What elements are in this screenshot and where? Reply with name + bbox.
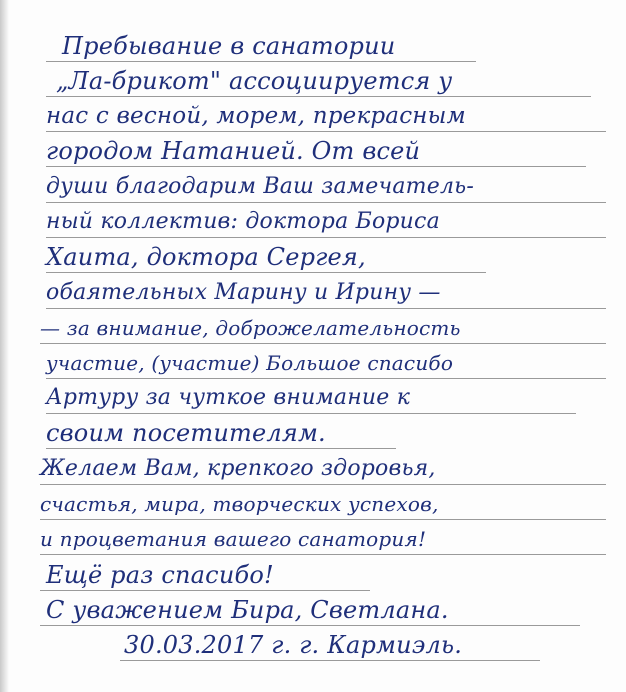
ruled-line	[46, 96, 591, 97]
ruled-line	[46, 272, 486, 273]
letter-line: нас с весной, морем, прекрасным	[46, 103, 466, 129]
letter-line: души благодарим Ваш замечатель-	[46, 174, 474, 199]
letter-line: участие, (участие) Большое спасибо	[46, 351, 454, 375]
ruled-line	[40, 590, 370, 591]
ruled-line	[46, 61, 476, 62]
ruled-line	[40, 625, 580, 626]
letter-line: ный коллектив: доктора Бориса	[46, 209, 440, 234]
date-place-line: 30.03.2017 г. г. Кармиэль.	[124, 631, 463, 659]
signature-line: С уважением Бира, Светлана.	[46, 596, 449, 624]
ruled-line	[46, 413, 576, 414]
letter-line: Артуру за чуткое внимание к	[46, 385, 411, 410]
letter-line: обаятельных Марину и Ирину —	[46, 280, 441, 305]
ruled-line	[40, 484, 606, 485]
letter-line: Желаем Вам, крепкого здоровья,	[40, 456, 436, 481]
letter-line: Ещё раз спасибо!	[46, 561, 274, 589]
ruled-line	[46, 202, 606, 203]
scan-edge-shadow	[0, 0, 9, 692]
letter-line: своим посетителям.	[46, 419, 326, 447]
letter-line: Пребывание в санатории	[62, 32, 396, 60]
ruled-line	[46, 166, 586, 167]
ruled-line	[46, 131, 606, 132]
ruled-line	[40, 343, 606, 344]
letter-line: городом Натанией. От всей	[46, 137, 421, 165]
letter-line: и процветания вашего санатория!	[40, 527, 427, 551]
ruled-line	[40, 554, 606, 555]
ruled-line	[46, 308, 606, 309]
letter-line: „Ла-брикот" ассоциируется у	[56, 67, 453, 95]
ruled-line	[120, 660, 540, 661]
ruled-line	[40, 519, 606, 520]
ruled-line	[46, 237, 606, 238]
ruled-line	[46, 448, 396, 449]
ruled-line	[46, 378, 606, 379]
letter-line: счастья, мира, творческих успехов,	[40, 492, 439, 516]
letter-line: — за внимание, доброжелательность	[40, 316, 461, 340]
letter-line: Хаита, доктора Сергея,	[46, 243, 366, 271]
